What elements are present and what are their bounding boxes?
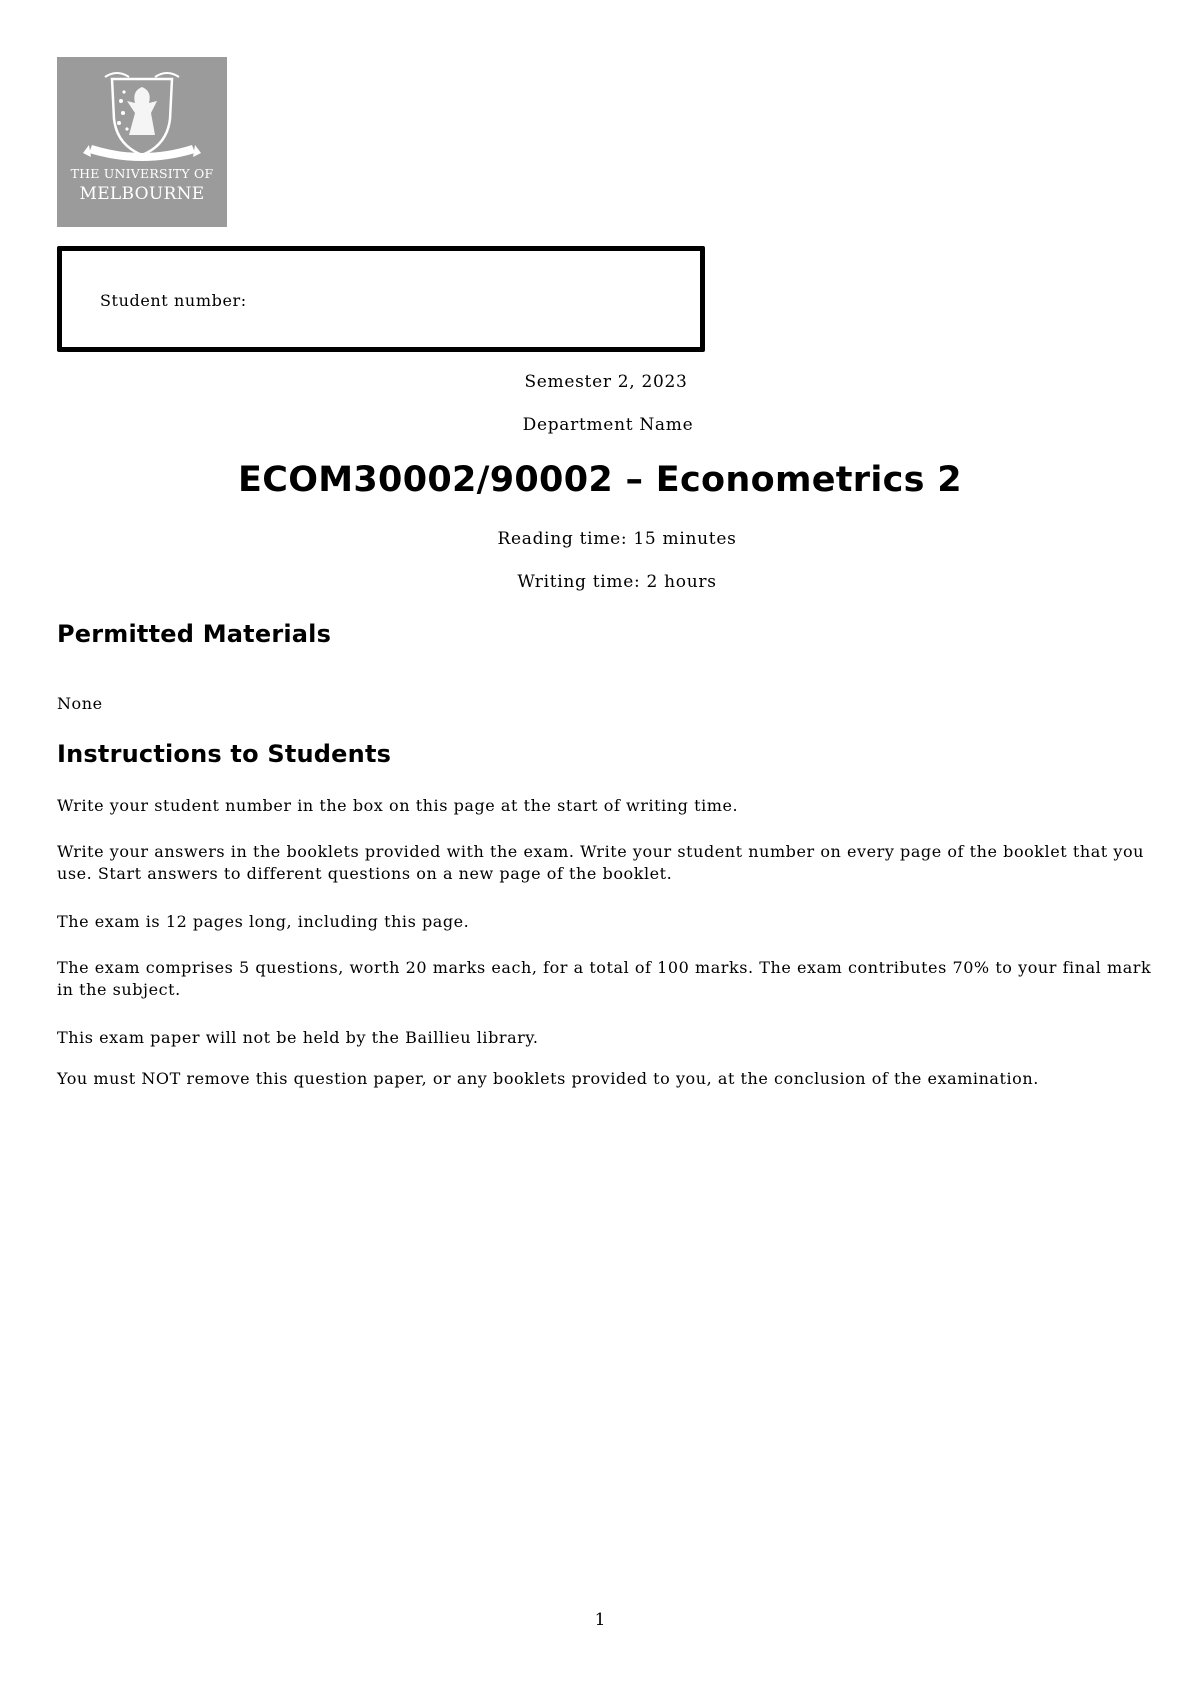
- instruction-paragraph: Write your student number in the box on this page at the start of writing time.: [57, 796, 739, 815]
- permitted-materials-text: None: [57, 694, 103, 713]
- department-name: Department Name: [522, 415, 694, 435]
- exam-title: ECOM30002/90002 – Econometrics 2: [238, 460, 962, 500]
- reading-time: Reading time: 15 minutes: [497, 529, 737, 549]
- student-number-box[interactable]: [57, 246, 705, 352]
- logo-text-university-of: THE UNIVERSITY OF: [70, 166, 214, 181]
- page-number: 1: [594, 1610, 606, 1630]
- instruction-paragraph: The exam is 12 pages long, including this page.: [57, 912, 470, 931]
- instructions-heading: Instructions to Students: [57, 740, 392, 768]
- logo-text-melbourne: MELBOURNE: [79, 184, 205, 204]
- permitted-materials-heading: Permitted Materials: [57, 620, 332, 648]
- instruction-paragraph: You must NOT remove this question paper, or any booklets provided to you, at the conclusion of the examination.: [57, 1069, 1039, 1088]
- instruction-paragraph: Write your answers in the booklets provided with the exam. Write your student number on every page of the booklet that you use. Start answers to different questions on a new page of the booklet.: [57, 842, 1145, 883]
- university-logo: [57, 57, 227, 227]
- instruction-paragraph: This exam paper will not be held by the Baillieu library.: [57, 1028, 539, 1047]
- writing-time: Writing time: 2 hours: [517, 572, 717, 592]
- instruction-paragraph: The exam comprises 5 questions, worth 20 marks each, for a total of 100 marks. The exam contributes 70% to your final mark in the subject.: [57, 958, 1152, 999]
- crest-icon: [57, 57, 227, 167]
- student-number-label: Student number:: [100, 291, 247, 310]
- semester-text: Semester 2, 2023: [524, 372, 688, 392]
